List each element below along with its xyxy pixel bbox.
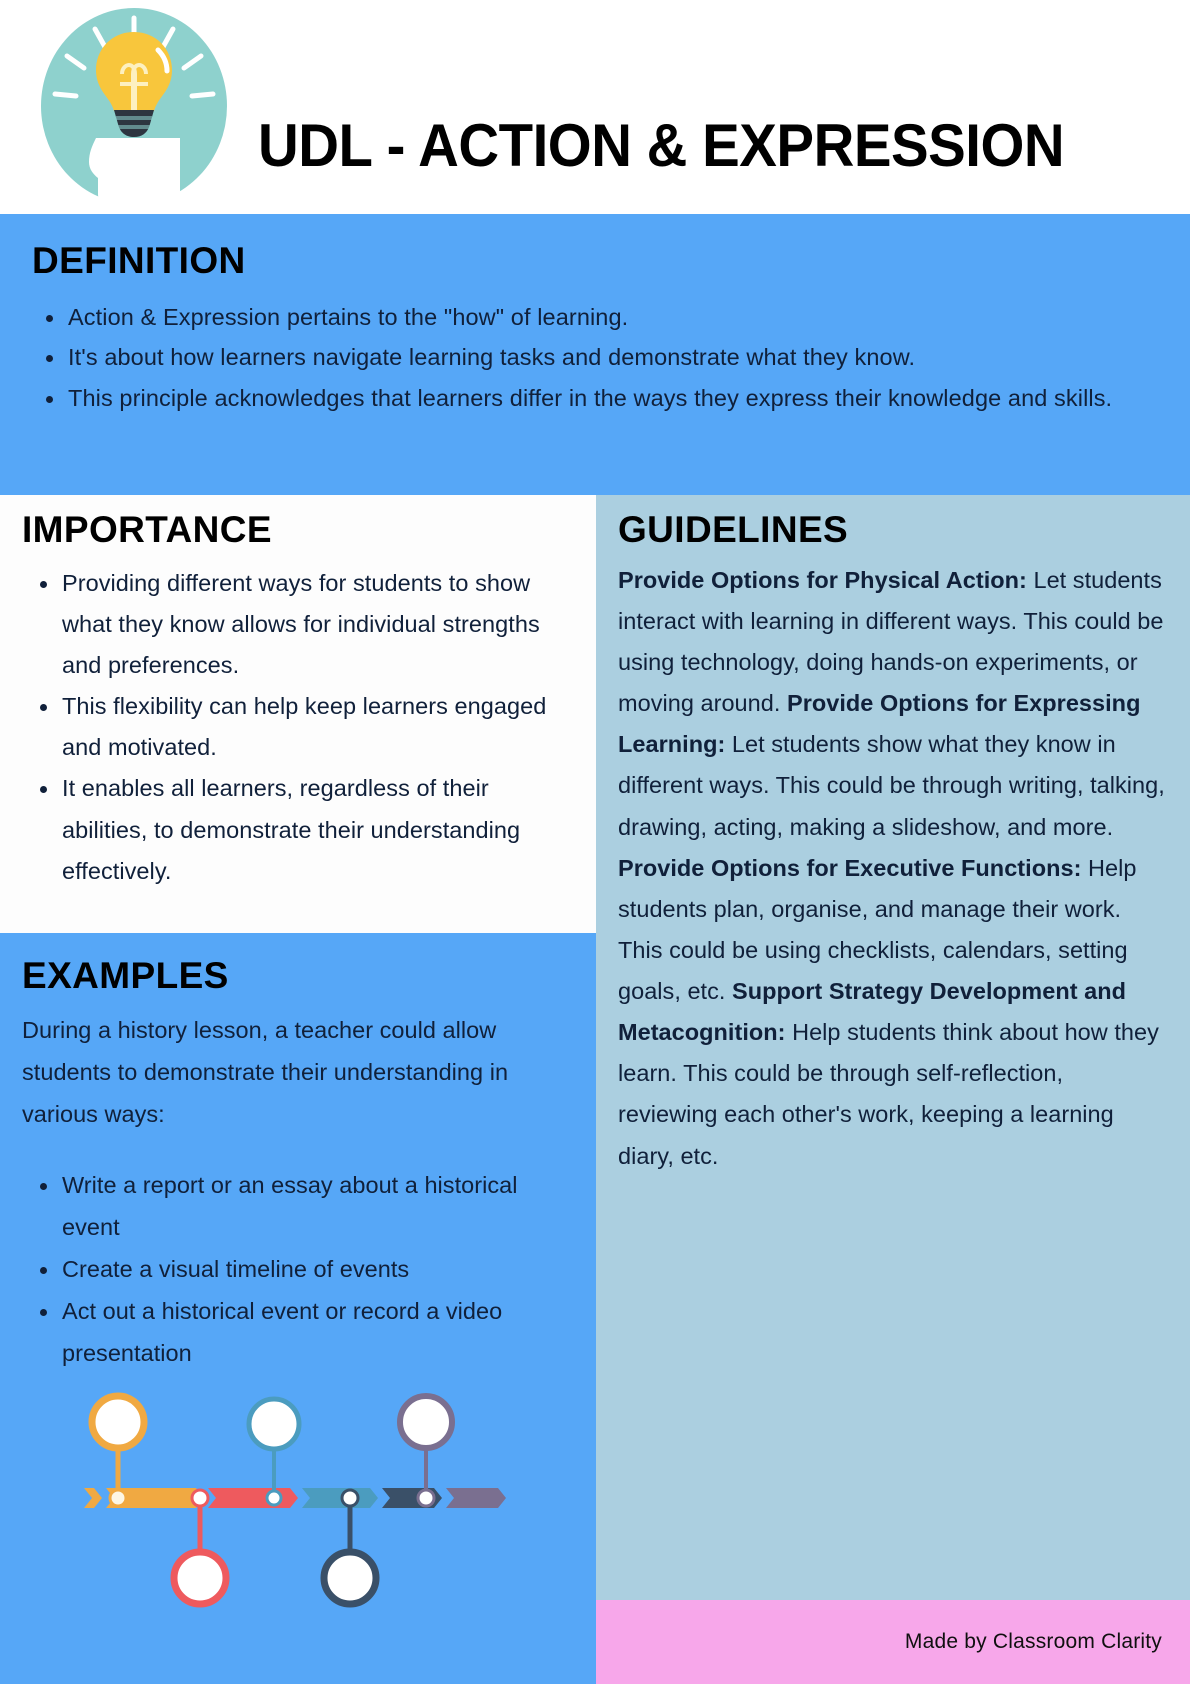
definition-section — [0, 214, 1190, 495]
list-item: This flexibility can help keep learners engaged and motivated. — [62, 686, 580, 768]
importance-section — [0, 495, 596, 933]
list-item: It's about how learners navigate learning tasks and demonstrate what they know. — [68, 337, 1156, 378]
list-item: Action & Expression pertains to the "how" of learning. — [68, 297, 1156, 338]
page-title: UDL - ACTION & EXPRESSION — [258, 112, 1065, 180]
list-item: It enables all learners, regardless of their abilities, to demonstrate their understanding effectively. — [62, 768, 580, 891]
list-item: Act out a historical event or record a video presentation — [62, 1291, 578, 1375]
footer-bar — [596, 1600, 1190, 1684]
list-item: Write a report or an essay about a historical event — [62, 1165, 578, 1249]
guideline-heading-metacognition: Support Strategy Development and Metacognition: — [618, 978, 1127, 1046]
list-item: This principle acknowledges that learners differ in the ways they express their knowledge and skills. — [68, 378, 1156, 419]
definition-heading: DEFINITION — [32, 240, 246, 281]
list-item: Create a visual timeline of events — [62, 1249, 578, 1291]
poster-header — [0, 0, 1190, 214]
guidelines-body — [618, 560, 1168, 1177]
guideline-heading-executive-functions: Provide Options for Executive Functions: — [618, 854, 1082, 881]
guidelines-section — [596, 495, 1190, 1600]
examples-heading: EXAMPLES — [22, 955, 229, 996]
timeline-milestones-icon — [78, 1392, 508, 1622]
importance-heading: IMPORTANCE — [22, 509, 272, 550]
lightbulb-head-icon — [38, 6, 230, 206]
importance-list — [22, 563, 580, 892]
guideline-text-physical-action: Let students interact with learning in different ways. This could be using technology, doing hands-on experiments, or moving around. — [618, 566, 1164, 717]
examples-intro: During a history lesson, a teacher could allow students to demonstrate their understanding in various ways: — [22, 1016, 509, 1127]
guideline-text-metacognition: Help students think about how they learn. This could be through self-reflection, reviewing each other's work, keeping a learning diary, etc. — [618, 1019, 1159, 1169]
list-item: Providing different ways for students to show what they know allows for individual strengths and preferences. — [62, 563, 580, 686]
guideline-heading-expressing-learning: Provide Options for Expressing Learning: — [618, 690, 1141, 758]
guidelines-heading: GUIDELINES — [618, 509, 849, 550]
guideline-heading-physical-action: Provide Options for Physical Action: — [618, 566, 1027, 593]
guideline-text-expressing-learning: Let students show what they know in different ways. This could be through writing, talking, drawing, acting, making a slideshow, and more. — [618, 731, 1165, 840]
footer-credit: Made by Classroom Clarity — [904, 1630, 1162, 1653]
guideline-text-executive-functions: Help students plan, organise, and manage their work. This could be using checklists, calendars, setting goals, etc. — [618, 854, 1137, 1005]
examples-list — [22, 1165, 578, 1374]
definition-list — [32, 297, 1156, 419]
